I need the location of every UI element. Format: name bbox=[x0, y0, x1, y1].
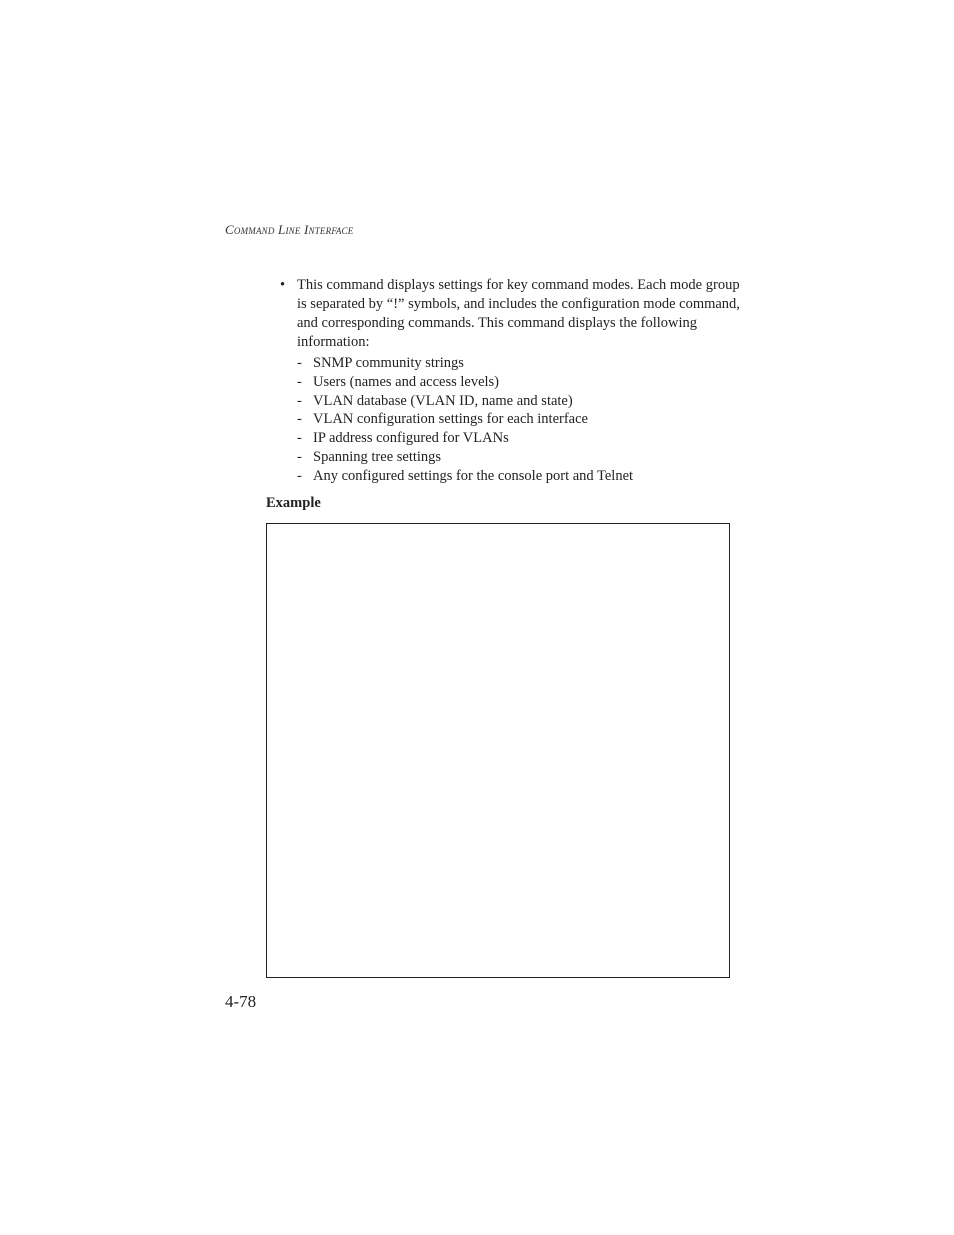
list-item-text: SNMP community strings bbox=[313, 355, 464, 371]
bullet-icon: • bbox=[280, 277, 286, 293]
example-box bbox=[266, 523, 730, 978]
list-item-text: VLAN database (VLAN ID, name and state) bbox=[313, 392, 573, 409]
bullet-item bbox=[280, 276, 740, 352]
list-item-text: Spanning tree settings bbox=[313, 448, 442, 465]
dash-icon: - bbox=[297, 430, 302, 447]
list-item-text: Users (names and access levels) bbox=[313, 373, 500, 390]
dash-icon: - bbox=[297, 373, 302, 390]
info-list bbox=[297, 354, 740, 486]
list-item bbox=[297, 410, 740, 429]
dash-icon: - bbox=[297, 355, 302, 371]
list-item bbox=[297, 373, 740, 392]
list-item bbox=[297, 354, 740, 373]
running-header: Command Line Interface bbox=[225, 222, 354, 237]
dash-icon: - bbox=[297, 411, 302, 428]
list-item bbox=[297, 392, 740, 411]
list-item-text: Any configured settings for the console port and Telnet bbox=[313, 467, 634, 484]
bullet-text: This command displays settings for key command modes. Each mode group is separated by “!” symbols, and includes the configuration mode command, and corresponding commands. This command displays the following information: bbox=[297, 277, 740, 350]
list-item-text: VLAN configuration settings for each interface bbox=[313, 411, 588, 428]
example-heading: Example bbox=[266, 495, 321, 511]
list-item-text: IP address configured for VLANs bbox=[313, 430, 509, 447]
list-item bbox=[297, 448, 740, 467]
dash-icon: - bbox=[297, 467, 302, 484]
dash-icon: - bbox=[297, 448, 302, 465]
list-item bbox=[297, 429, 740, 448]
bullet-section bbox=[280, 276, 740, 486]
page-number: 4-78 bbox=[225, 992, 257, 1011]
list-item bbox=[297, 467, 740, 486]
dash-icon: - bbox=[297, 392, 302, 409]
